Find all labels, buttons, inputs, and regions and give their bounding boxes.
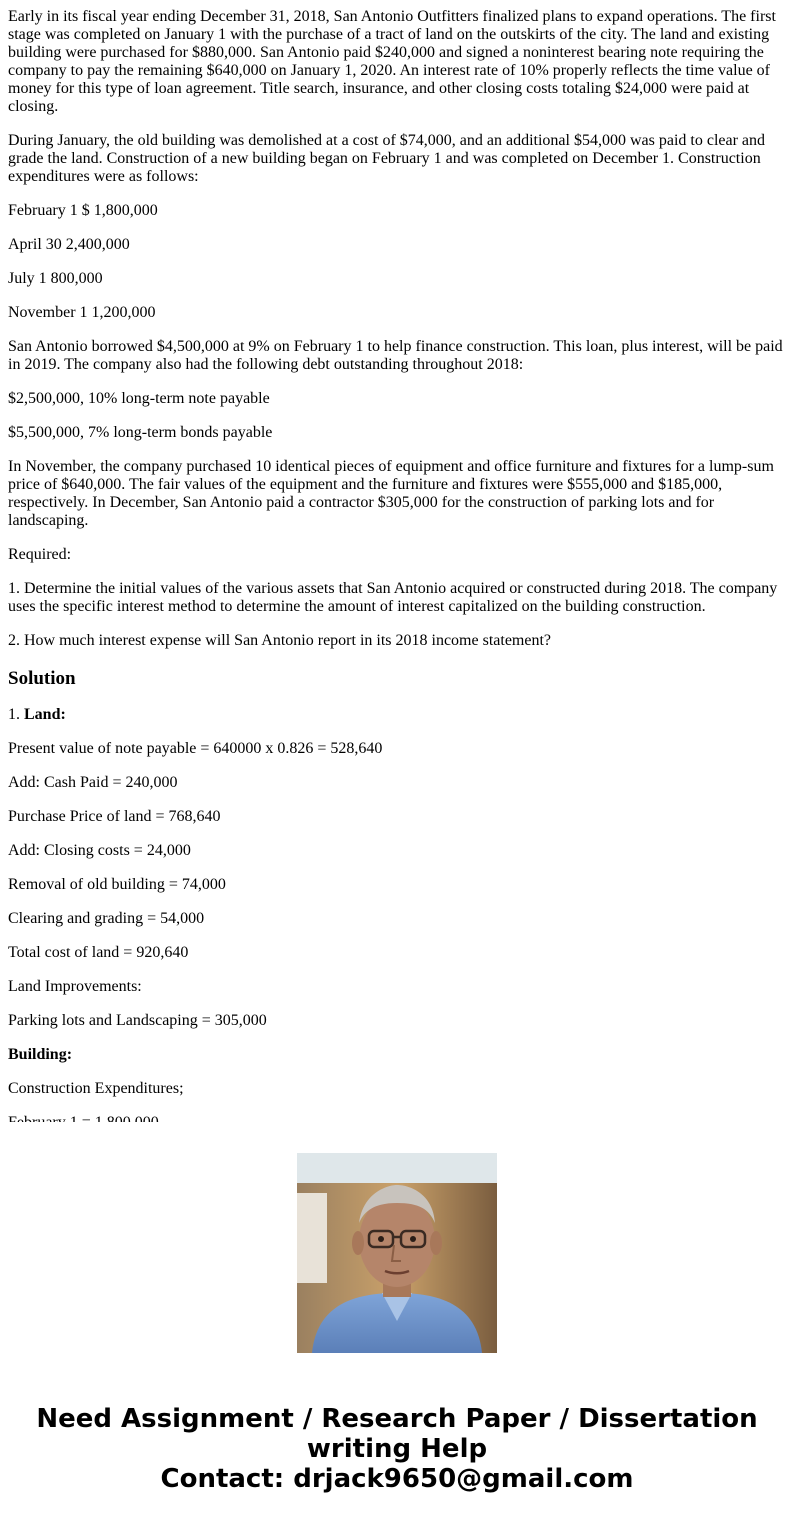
solution-line: Parking lots and Landscaping = 305,000 — [8, 1012, 267, 1029]
solution-line: Present value of note payable = 640000 x 0.826 = 528,640 — [8, 740, 383, 757]
solution-line: Construction Expenditures; — [8, 1080, 184, 1097]
solution-line: Clearing and grading = 54,000 — [8, 910, 205, 927]
ad-banner — [0, 1122, 794, 1523]
problem-paragraph: Early in its fiscal year ending December 31, 2018, San Antonio Outfitters finalized plans to expand operations. The first stage was completed on January 1 with the purchase of a tract of land on the outskirts of the city. The land and existing building were purchased for $880,000. San Antonio paid $240,000 and signed a noninterest bearing note requiring the company to pay the remaining $640,000 on January 1, 2020. An interest rate of 10% properly reflects the time value of money for this type of loan agreement. Title search, insurance, and other closing costs totaling $24,000 were paid at closing. — [8, 8, 776, 115]
cta-line-3: Contact: drjack9650@gmail.com — [160, 1464, 634, 1494]
solution-line: Purchase Price of land = 768,640 — [8, 808, 221, 825]
expenditure-line: November 1 1,200,000 — [8, 304, 156, 321]
land-label: Land: — [24, 706, 66, 723]
solution-heading: Solution — [8, 668, 76, 689]
debt-line: $5,500,000, 7% long-term bonds payable — [8, 424, 273, 441]
solution-line: Add: Cash Paid = 240,000 — [8, 774, 178, 791]
avatar-photo — [297, 1153, 497, 1353]
contact-text — [0, 1404, 794, 1494]
solution-line: Total cost of land = 920,640 — [8, 944, 189, 961]
solution-line: Removal of old building = 74,000 — [8, 876, 226, 893]
building-heading — [8, 1046, 786, 1064]
question-2: 2. How much interest expense will San Antonio report in its 2018 income statement? — [8, 632, 552, 649]
land-number: 1. — [8, 706, 24, 723]
article-content — [8, 0, 786, 1122]
question-1: 1. Determine the initial values of the various assets that San Antonio acquired or constructed during 2018. The company uses the specific interest method to determine the amount of interest capitalized on the building construction. — [8, 580, 778, 615]
problem-paragraph: San Antonio borrowed $4,500,000 at 9% on February 1 to help finance construction. This loan, plus interest, will be paid in 2019. The company also had the following debt outstanding throughout 2018: — [8, 338, 783, 373]
solution-line: Add: Closing costs = 24,000 — [8, 842, 191, 859]
expenditure-line: July 1 800,000 — [8, 270, 103, 287]
cta-line-1: Need Assignment / Research Paper / Dissertation — [36, 1404, 758, 1434]
expenditure-line: February 1 $ 1,800,000 — [8, 202, 158, 219]
debt-line: $2,500,000, 10% long-term note payable — [8, 390, 270, 407]
cta-line-2: writing Help — [306, 1434, 488, 1464]
required-label: Required: — [8, 546, 72, 563]
avatar — [297, 1153, 497, 1353]
land-heading — [8, 706, 786, 724]
problem-paragraph: In November, the company purchased 10 identical pieces of equipment and office furniture and fixtures for a lump-sum price of $640,000. The fair values of the equipment and the furniture and fixtures were $555,000 and $185,000, respectively. In December, San Antonio paid a contractor $305,000 for the construction of parking lots and for landscaping. — [8, 458, 774, 529]
building-label: Building: — [8, 1046, 73, 1063]
expenditure-line: April 30 2,400,000 — [8, 236, 130, 253]
problem-paragraph: During January, the old building was demolished at a cost of $74,000, and an additional $54,000 was paid to clear and grade the land. Construction of a new building began on February 1 and was completed on December 1. Construction expenditures were as follows: — [8, 132, 766, 185]
solution-line: Land Improvements: — [8, 978, 142, 995]
